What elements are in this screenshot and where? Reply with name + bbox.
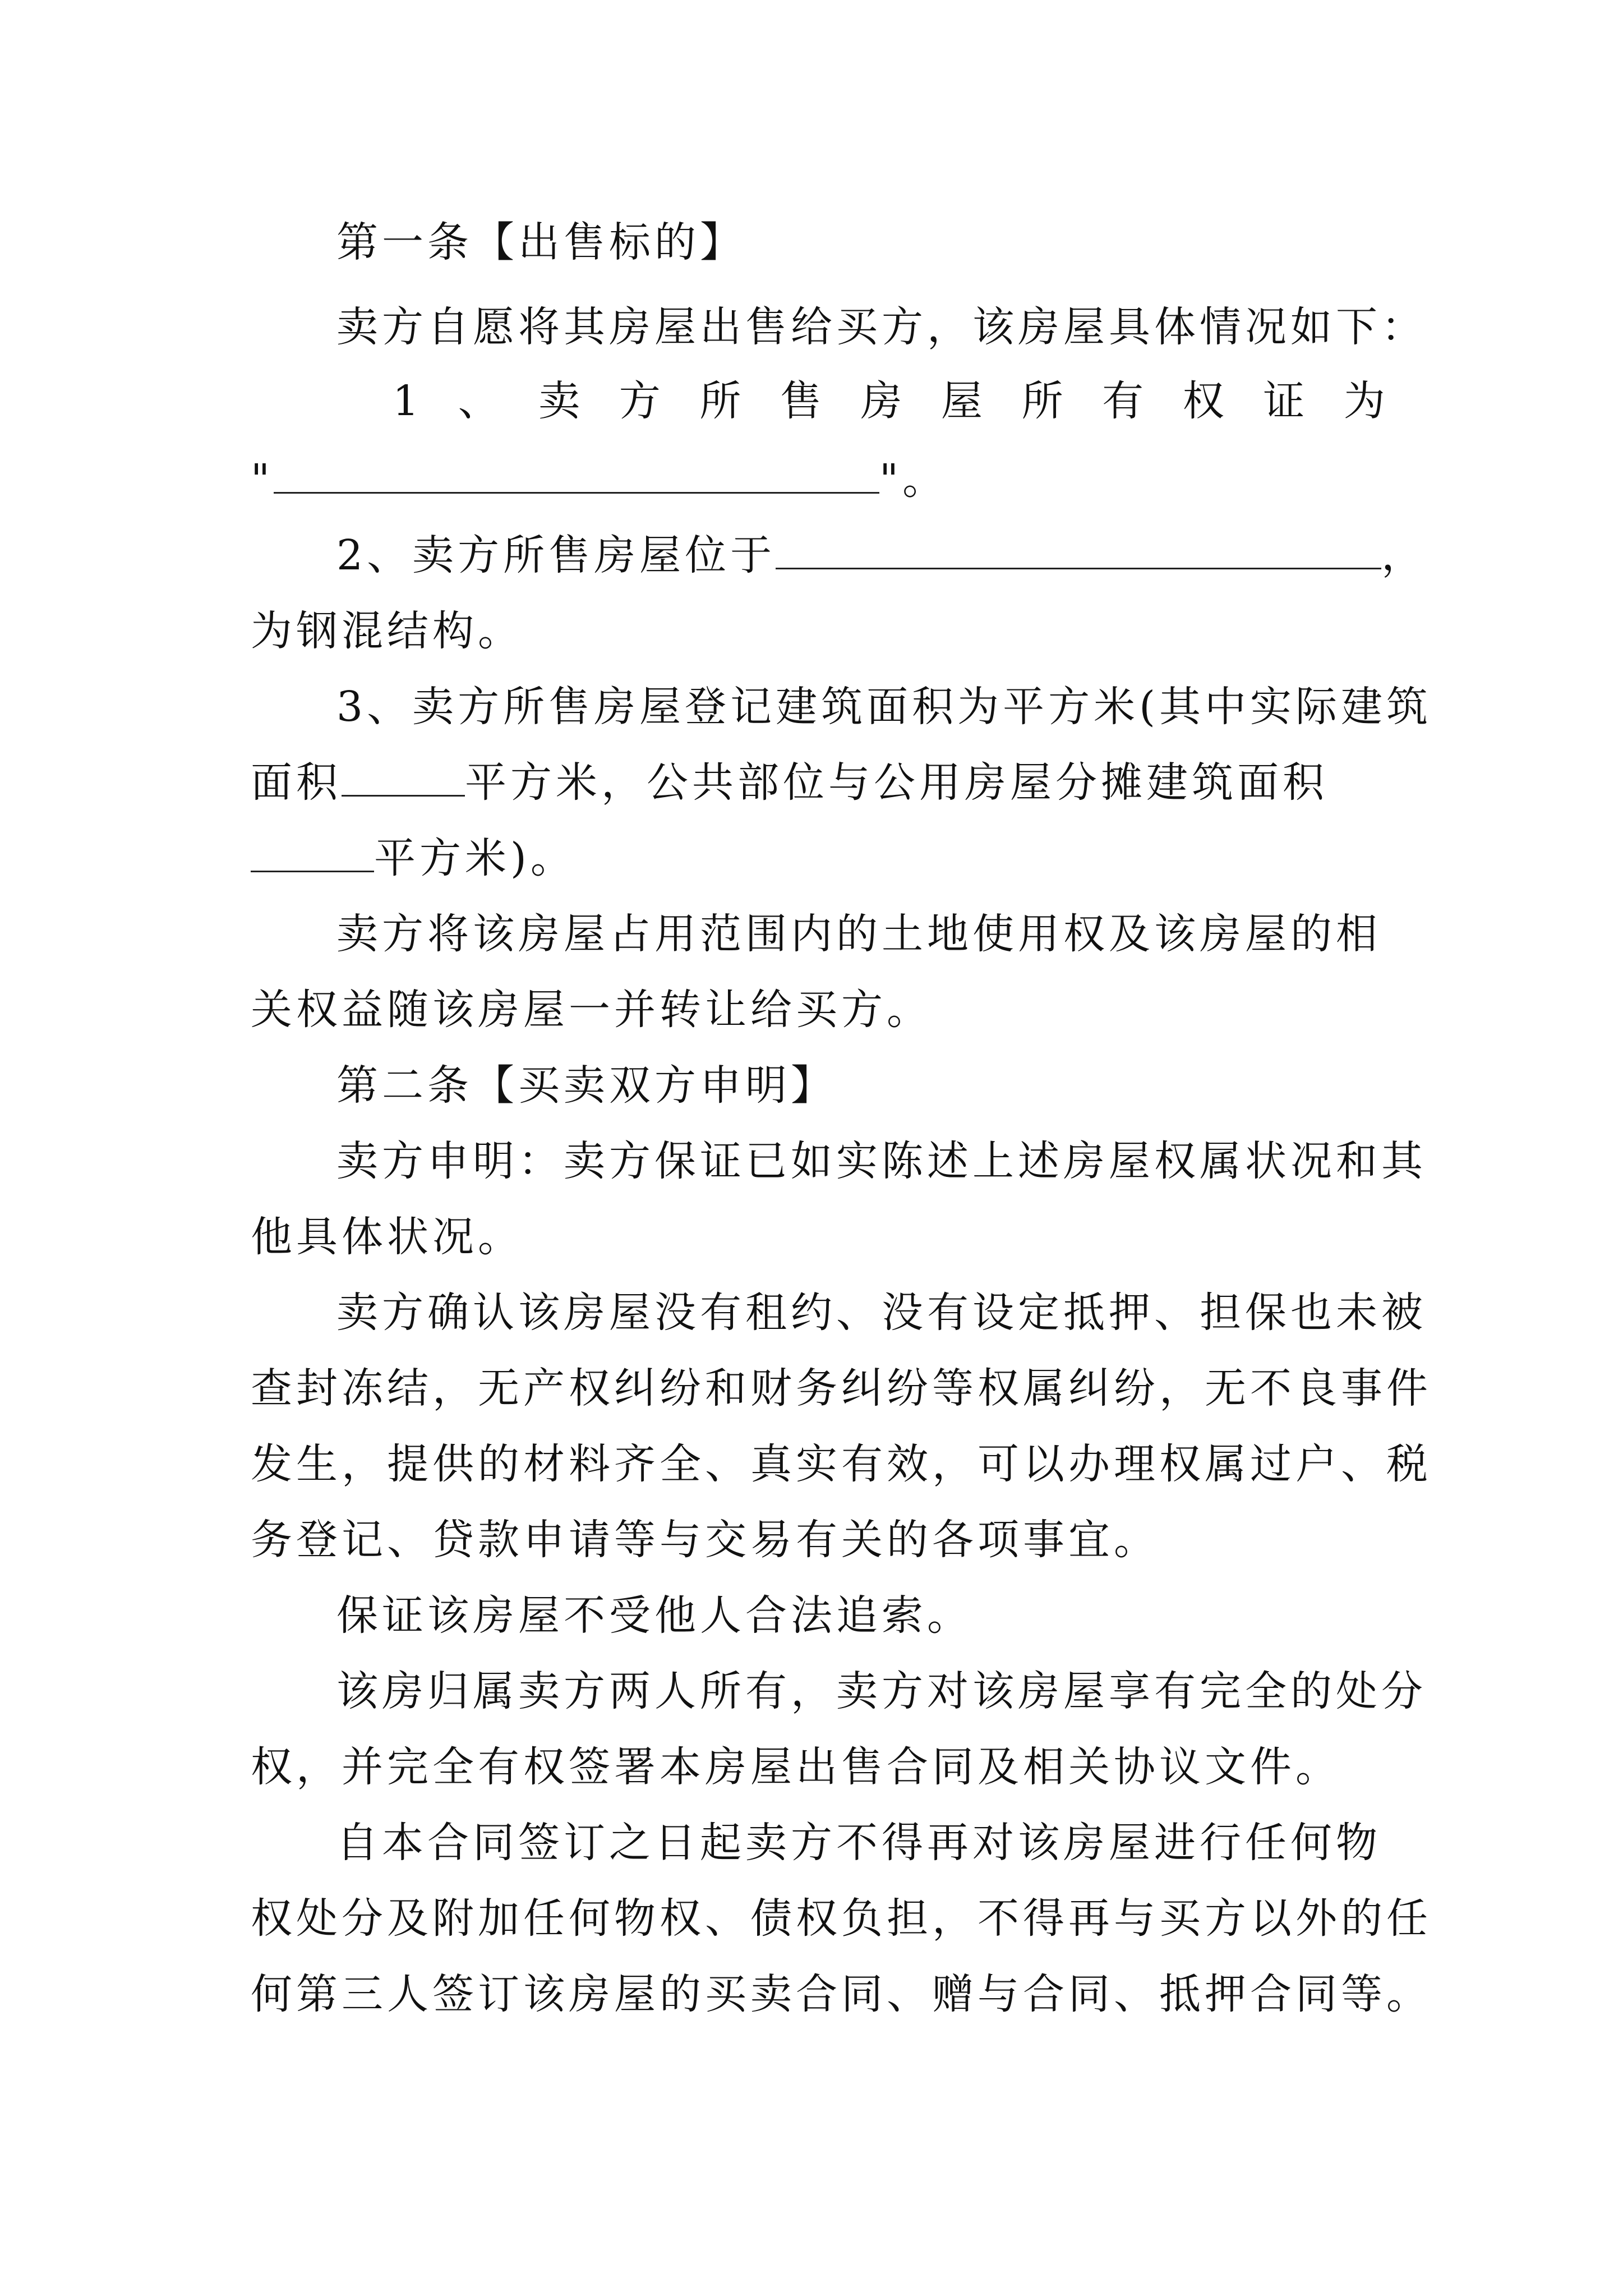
- paragraph-line: 保证该房屋不受他人合法追索。: [336, 1591, 972, 1640]
- paragraph-line-certificate: [393, 365, 1385, 438]
- location-label: 2、卖方所售房屋位于: [336, 531, 776, 579]
- paragraph-line: 卖方将该房屋占用范围内的土地使用权及该房屋的相: [336, 910, 1381, 958]
- paragraph-line: 卖方申明：卖方保证已如实陈述上述房屋权属状况和其: [336, 1137, 1427, 1185]
- certificate-char: 方: [619, 377, 661, 425]
- certificate-char: 房: [860, 377, 902, 425]
- paragraph-line: 发生，提供的材料齐全、真实有效，可以办理权属过户、税: [251, 1440, 1432, 1488]
- paragraph-line: 何第三人签订该房屋的买卖合同、赠与合同、抵押合同等。: [251, 1970, 1432, 2018]
- paragraph-line: 该房归属卖方两人所有，卖方对该房屋享有完全的处分: [336, 1667, 1427, 1715]
- certificate-char: 所: [1021, 377, 1063, 425]
- certificate-char: 、: [458, 377, 500, 425]
- shared-area-line: [251, 822, 1389, 895]
- area-detail-line: [251, 746, 1389, 819]
- certificate-char: 卖: [538, 377, 580, 425]
- location-comma: ，: [1381, 531, 1427, 579]
- paragraph-line: 关权益随该房屋一并转让给买方。: [251, 986, 932, 1034]
- certificate-number-blank: [274, 456, 879, 494]
- certificate-char: 1: [393, 377, 419, 425]
- paragraph-line: 权处分及附加任何物权、债权负担，不得再与买方以外的任: [251, 1894, 1432, 1943]
- certificate-char: 权: [1182, 377, 1224, 425]
- paragraph-line: 为钢混结构。: [251, 607, 523, 655]
- article-2-heading: 第二条【买卖双方申明】: [336, 1061, 836, 1110]
- area-line: 3、卖方所售房屋登记建筑面积为平方米(其中实际建筑: [336, 683, 1432, 731]
- article-1-heading: 第一条【出售标的】: [336, 218, 745, 266]
- certificate-char: 屋: [941, 377, 983, 425]
- paragraph-line: 务登记、贷款申请等与交易有关的各项事宜。: [251, 1516, 1159, 1564]
- shared-area-blank: [251, 835, 374, 872]
- certificate-char: 证: [1263, 377, 1305, 425]
- certificate-char: 售: [780, 377, 822, 425]
- quote-open: ": [251, 455, 274, 504]
- actual-area-blank: [342, 759, 465, 797]
- paragraph-line: 卖方自愿将其房屋出售给买方，该房屋具体情况如下：: [336, 303, 1427, 351]
- quote-close: "。: [879, 455, 948, 504]
- certificate-blank-line: [251, 443, 1389, 516]
- location-blank: [776, 532, 1381, 569]
- certificate-char: 所: [699, 377, 741, 425]
- paragraph-line: 他具体状况。: [251, 1213, 523, 1261]
- paragraph-line: 自本合同签订之日起卖方不得再对该房屋进行任何物: [336, 1819, 1381, 1867]
- shared-area-label: 平方米，公共部位与公用房屋分摊建筑面积: [465, 758, 1328, 807]
- location-line: [336, 519, 1427, 592]
- area-label: 面积: [251, 758, 342, 807]
- certificate-char: 有: [1102, 377, 1144, 425]
- paragraph-line: 权，并完全有权签署本房屋出售合同及相关协议文件。: [251, 1743, 1341, 1791]
- area-unit: 平方米)。: [374, 834, 576, 882]
- paragraph-line: 查封冻结，无产权纠纷和财务纠纷等权属纠纷，无不良事件: [251, 1364, 1432, 1412]
- paragraph-line: 卖方确认该房屋没有租约、没有设定抵押、担保也未被: [336, 1289, 1427, 1337]
- certificate-char: 为: [1343, 377, 1385, 425]
